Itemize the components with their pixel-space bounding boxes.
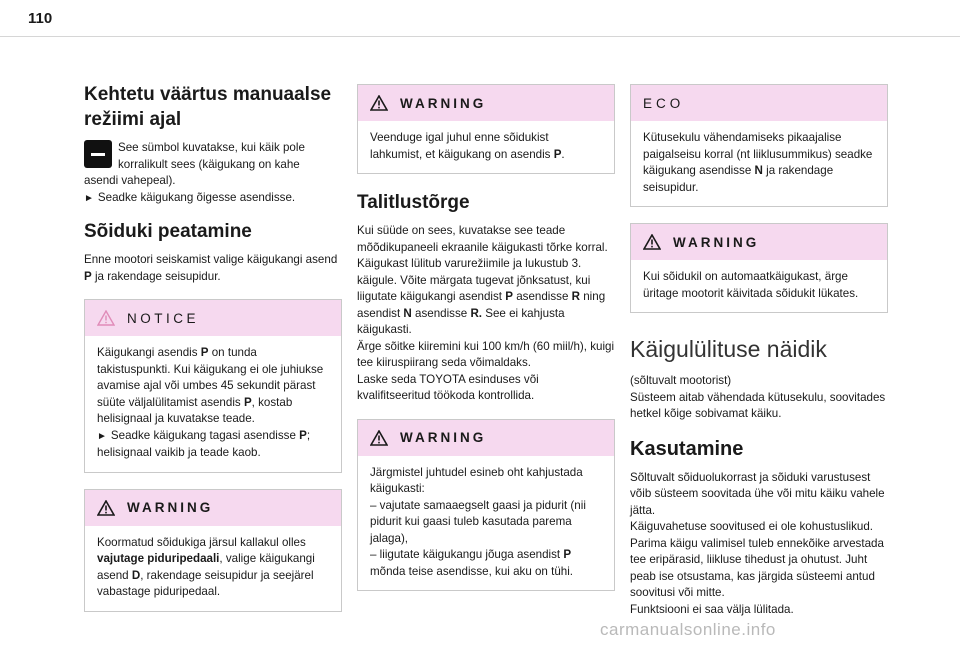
watermark: carmanualsonline.info <box>600 620 776 639</box>
warning-box-1 <box>84 489 342 612</box>
symbol-text-line3: asendi vahepeal). <box>84 174 176 187</box>
usage-text-1: Sõltuvalt sõiduolukorrast ja sõiduki varustusest võib süsteem soovitada ühe või mitu käiku vahele jätta. <box>630 470 885 517</box>
usage-text-2: Käiguvahetuse soovitused ei ole kohustuslikud. Parima käigu valimisel tuleb ennekõike arvestada tee eripärasid, liikluse tihedust ja ohutust. Juht peab ise otsustama, kas järgida süsteemi antud soovitusi või mitte. <box>630 520 884 599</box>
malfunction-text: Kui süüde on sees, kuvatakse see teade mõõdikupaneeli ekraanile käigukasti tõrke korral. Käigukast lülitub varurežiimile ja lukustub 3. käigule. Võite märgata tugevat jõnksatust, kui liigutate käigukangi asendist P asendisse R ning asendist N asendisse R. See ei kahjusta käigukasti. <box>357 224 608 336</box>
notice-text: Käigukangi asendis P on tunda takistuspunkti. Kui käigukang ei ole juhiukse avamise ajal või umbes 45 sekundit pärast süüte väljalülitamist asendis P, kostab helisignaal ja kuvatakse teade. <box>97 346 324 425</box>
warning-intro: Järgmistel juhtudel esineb oht kahjustada käigukasti: <box>370 465 583 495</box>
gear-fault-symbol-icon <box>84 140 112 168</box>
warning-triangle-icon <box>643 234 661 250</box>
heading-malfunction: Talitlustõrge <box>357 192 470 213</box>
symbol-row <box>84 140 342 173</box>
eco-text: Kütusekulu vähendamiseks pikaajalise paigalseisu korral (nt liiklusummikus) seadke käigukang asendisse N ja rakendage seisupidur. <box>643 131 873 194</box>
warning-item-2: – liigutate käigukangu jõuga asendist P mõnda teise asendisse, kui aku on tühi. <box>370 548 574 578</box>
warning-item-1: – vajutate samaaegselt gaasi ja pidurit (nii pidurit kui gaasi tuleb kasutada parema jalaga), <box>370 498 586 545</box>
column-2 <box>357 84 615 607</box>
symbol-text-line1: See sümbol kuvatakse, kui käik pole <box>118 141 305 154</box>
warning-header <box>358 420 614 456</box>
page-number: 110 <box>28 10 53 27</box>
arrow-right-icon: ► <box>97 430 107 442</box>
heading-gear-indicator: Käigulülituse näidik <box>630 336 827 362</box>
malfunction-dealer: Laske seda TOYOTA esinduses või kvalifitseeritud töökoda kontrollida. <box>357 372 539 402</box>
notice-box <box>84 299 342 473</box>
column-3 <box>630 84 888 618</box>
symbol-action: Seadke käigukang õigesse asendisse. <box>97 190 296 204</box>
header-divider <box>0 36 960 37</box>
warning-text: Koormatud sõidukiga järsul kallakul olles vajutage piduripedaali, valige käigukangi asend D, rakendage seisupidur ja seejärel vabastage piduripedaal. <box>97 535 315 598</box>
warning-box-2 <box>357 84 615 174</box>
column-1 <box>84 70 342 628</box>
usage-text-3: Funktsiooni ei saa välja lülitada. <box>630 602 794 616</box>
eco-box <box>630 84 888 207</box>
warning-box-4 <box>630 223 888 313</box>
warning-box-3 <box>357 419 615 592</box>
warning-title: WARNING <box>400 430 487 445</box>
heading-usage: Kasutamine <box>630 437 744 460</box>
indicator-engine-note: (sõltuvalt mootorist) <box>630 374 732 387</box>
eco-header <box>631 85 887 121</box>
warning-triangle-icon <box>370 95 388 111</box>
notice-header <box>85 300 341 336</box>
indicator-text: Süsteem aitab vähendada kütusekulu, soovitades hetkel kõige sobivamat käiku. <box>630 390 886 420</box>
arrow-right-icon: ► <box>84 192 94 204</box>
malfunction-speed: Ärge sõitke kiiremini kui 100 km/h (60 miil/h), kuigi tee kiiruspiirang seda võimaldaks. <box>357 339 615 369</box>
notice-title: NOTICE <box>127 310 200 326</box>
symbol-text-line2: korralikult sees (käigukang on kahe <box>118 157 300 171</box>
stop-paragraph: Enne mootori seiskamist valige käigukangi asend P ja rakendage seisupidur. <box>84 253 338 283</box>
warning-triangle-icon <box>370 430 388 446</box>
warning-title: WARNING <box>127 500 214 515</box>
notice-action: ► Seadke käigukang tagasi asendisse P; helisignaal vaikib ja teade kaob. <box>97 428 311 459</box>
heading-invalid-manual: Kehtetu väärtus manuaalse režiimi ajal <box>84 84 332 130</box>
warning-header <box>358 85 614 121</box>
heading-stopping: Sõiduki peatamine <box>84 221 252 242</box>
warning-title: WARNING <box>673 234 760 250</box>
warning-text: Veenduge igal juhul enne sõidukist lahkumist, et käigukang on asendis P. <box>370 131 565 161</box>
warning-title: WARNING <box>400 95 487 111</box>
warning-triangle-icon <box>97 500 115 516</box>
warning-header <box>631 224 887 260</box>
eco-title: ECO <box>643 95 685 111</box>
warning-triangle-icon <box>97 310 115 326</box>
warning-text: Kui sõidukil on automaatkäigukast, ärge üritage mootorit käivitada sõidukit lükates. <box>643 270 859 300</box>
warning-header <box>85 490 341 526</box>
